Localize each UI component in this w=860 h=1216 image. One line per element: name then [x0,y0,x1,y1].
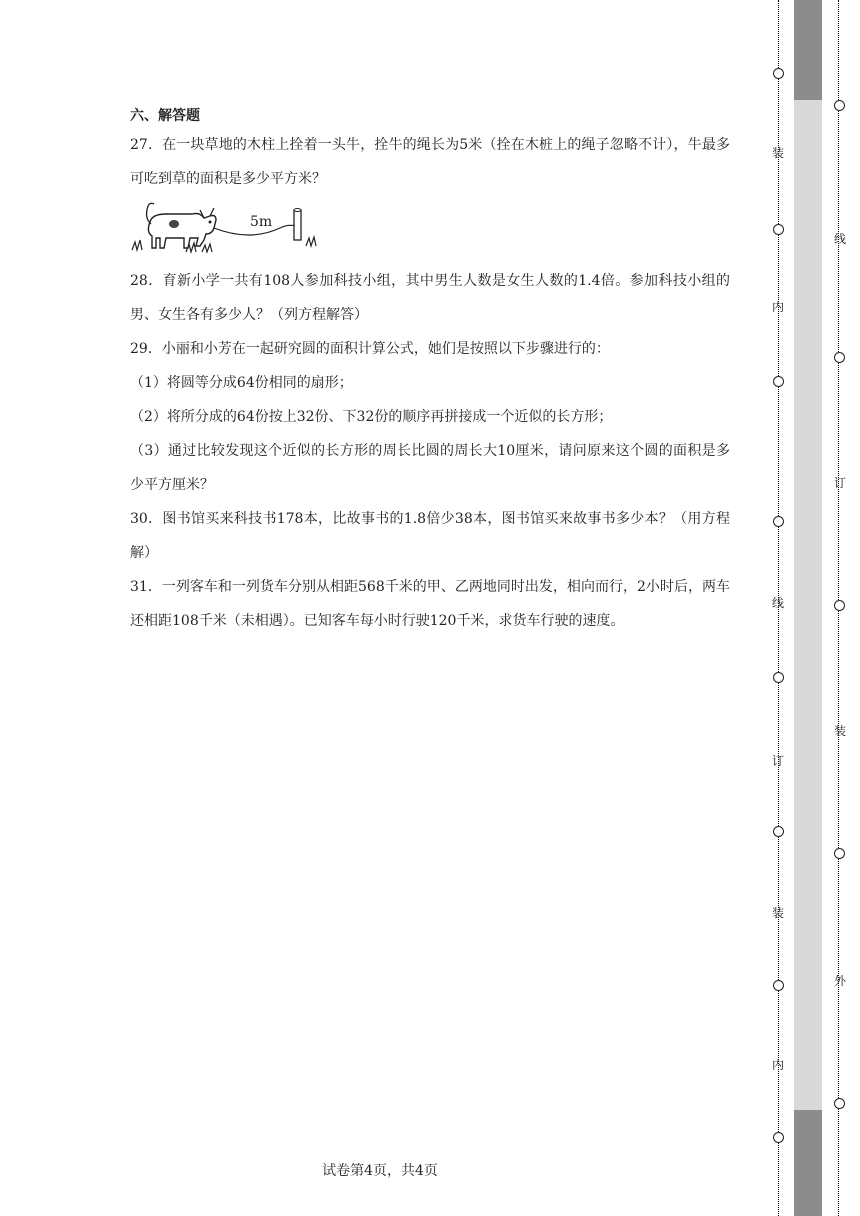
question-29-step-3: （3）通过比较发现这个近似的长方形的周长比圆的周长大10厘米，请问原来这个圆的面积是多少平方厘米？ [130,443,730,493]
outer-label: 外 [834,974,847,988]
outer-label: 订 [834,476,847,490]
hole-circle [773,980,784,991]
cow-rope-figure [130,198,330,260]
binding-dark-band-bottom [794,1110,822,1216]
inner-label: 装 [772,146,785,160]
hole-circle [773,826,784,837]
hole-circle [773,376,784,387]
hole-circle [773,1132,784,1143]
hole-circle [773,516,784,527]
inner-label: 内 [772,1058,785,1072]
question-29-step-2: （2）将所分成的64份按上32份、下32份的顺序再拼接成一个近似的长方形； [130,409,613,425]
outer-label: 线 [834,232,847,246]
hole-circle [834,600,845,611]
question-29-step-1: （1）将圆等分成64份相同的扇形； [130,375,353,391]
inner-label: 内 [772,300,785,314]
question-30: 30．图书馆买来科技书178本，比故事书的1.8倍少38本，图书馆买来故事书多少本？（用方程解） [130,511,730,561]
binding-dark-band-top [794,0,822,100]
binding-strip [758,0,860,1216]
outer-label: 装 [834,724,847,738]
hole-circle [773,672,784,683]
question-28: 28．育新小学一共有108人参加科技小组，其中男生人数是女生人数的1.4倍。参加科技小组的男、女生各有多少人？（列方程解答） [130,273,730,323]
hole-circle [834,352,845,363]
rope-length-label: 5m [250,214,273,230]
hole-circle [834,1098,845,1109]
question-27: 27．在一块草地的木柱上拴着一头牛，拴牛的绳长为5米（拴在木桩上的绳子忽略不计），牛最多可吃到草的面积是多少平方米？ [130,137,730,187]
inner-label: 订 [772,754,785,768]
section-title: 六、解答题 [130,108,200,124]
hole-circle [834,100,845,111]
question-29: 29．小丽和小芳在一起研究圆的面积计算公式，她们是按照以下步骤进行的： [130,341,610,357]
inner-label: 装 [772,906,785,920]
exam-content [130,104,730,638]
question-31: 31．一列客车和一列货车分别从相距568千米的甲、乙两地同时出发，相向而行，2小时后，两车还相距108千米（未相遇）。已知客车每小时行驶120千米，求货车行驶的速度。 [130,579,730,629]
page-footer: 试卷第4页，共4页 [322,1163,438,1179]
hole-circle [773,224,784,235]
binding-gray-bar [794,0,822,1216]
hole-circle [834,848,845,859]
inner-label: 线 [772,596,785,610]
cow-illustration [130,198,330,260]
hole-circle [773,68,784,79]
